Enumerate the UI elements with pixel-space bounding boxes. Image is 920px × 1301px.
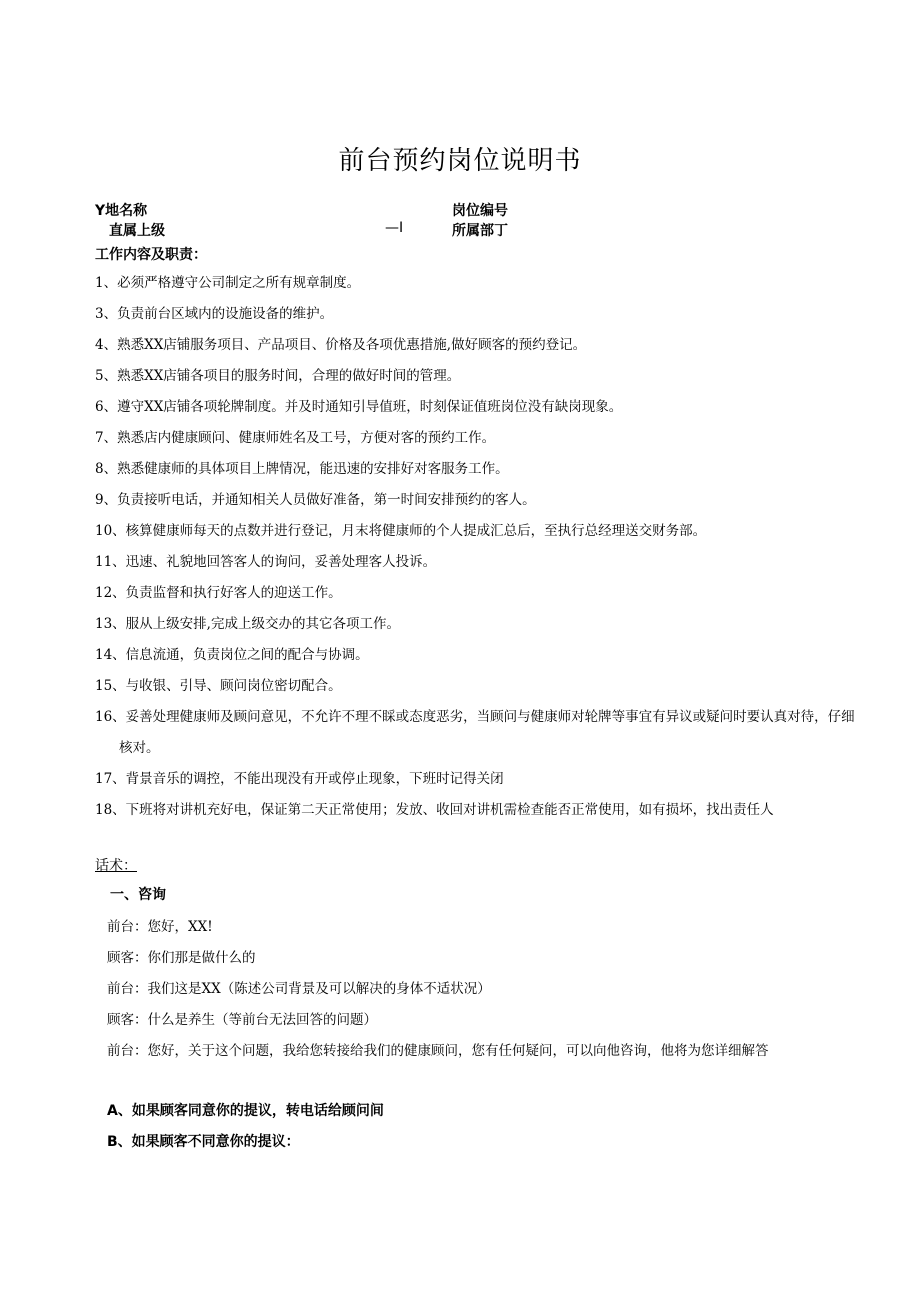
dialogue-list [107, 912, 847, 1067]
header-mark: —I [385, 220, 404, 236]
option-a: A、如果顾客同意你的提议，转电话给顾问间 [107, 1103, 384, 1119]
duty-item: 16、妥善处理健康师及顾问意见，不允许不理不睬或态度恶劣，当顾问与健康师对轮牌等事宜有异议或疑问时要认真对待，仔细核对。 [95, 709, 855, 756]
duty-item: 5、熟悉XX店铺各项目的服务时间，合理的做好时间的管理。 [95, 368, 461, 384]
department-label: 所属部丁 [452, 223, 508, 239]
place-name-label: Y地名称 [95, 203, 148, 219]
consult-heading: 一、咨询 [110, 887, 166, 903]
duty-item: 14、信息流通，负责岗位之间的配合与协调。 [95, 647, 369, 663]
position-code-label: 岗位编号 [452, 203, 508, 219]
duty-item: 18、下班将对讲机充好电，保证第二天正常使用；发放、收回对讲机需检查能否正常使用，如有损坏，找出责任人 [95, 802, 774, 818]
duties-list [95, 268, 855, 826]
option-b: B、如果顾客不同意你的提议： [107, 1134, 300, 1150]
dialogue-line: 顾客：你们那是做什么的 [107, 950, 256, 966]
duty-item: 17、背景音乐的调控，不能出现没有开或停止现象，下班时记得关闭 [95, 771, 504, 787]
duty-item: 1、必须严格遵守公司制定之所有规章制度。 [95, 275, 361, 291]
supervisor-label: 直属上级 [109, 223, 165, 239]
duty-item: 4、熟悉XX店铺服务项目、产品项目、价格及各项优惠措施,做好顾客的预约登记。 [95, 337, 587, 353]
duty-item: 11、迅速、礼貌地回答客人的询问，妥善处理客人投诉。 [95, 554, 437, 570]
dialogue-line: 前台：您好，XX! [107, 919, 213, 935]
duty-item: 9、负责接听电话，并通知相关人员做好准备，第一时间安排预约的客人。 [95, 492, 536, 508]
dialogue-line: 前台：我们这是XX（陈述公司背景及可以解决的身体不适状况） [107, 981, 491, 997]
duties-heading: 工作内容及职责： [95, 247, 207, 263]
duty-item: 6、遵守XX店铺各项轮牌制度。并及时通知引导值班，时刻保证值班岗位没有缺岗现象。 [95, 399, 623, 415]
dialogue-line: 前台：您好，关于这个问题，我给您转接给我们的健康顾问，您有任何疑问，可以向他咨询，他将为您详细解答 [107, 1043, 769, 1059]
duty-item: 8、熟悉健康师的具体项目上牌情况，能迅速的安排好对客服务工作。 [95, 461, 509, 477]
duty-item: 13、服从上级安排,完成上级交办的其它各项工作。 [95, 616, 400, 632]
script-heading: 话术： [95, 858, 137, 874]
document-title: 前台预约岗位说明书 [338, 146, 582, 176]
duty-item: 12、负责监督和执行好客人的迎送工作。 [95, 585, 342, 601]
duty-item: 3、负责前台区域内的设施设备的维护。 [95, 306, 334, 322]
dialogue-line: 顾客：什么是养生（等前台无法回答的问题） [107, 1012, 377, 1028]
duty-item: 15、与收银、引导、顾问岗位密切配合。 [95, 678, 342, 694]
duty-item: 10、核算健康师每天的点数并进行登记，月末将健康师的个人提成汇总后，至执行总经理送交财务部。 [95, 523, 707, 539]
duty-item: 7、熟悉店内健康顾问、健康师姓名及工号，方便对客的预约工作。 [95, 430, 496, 446]
